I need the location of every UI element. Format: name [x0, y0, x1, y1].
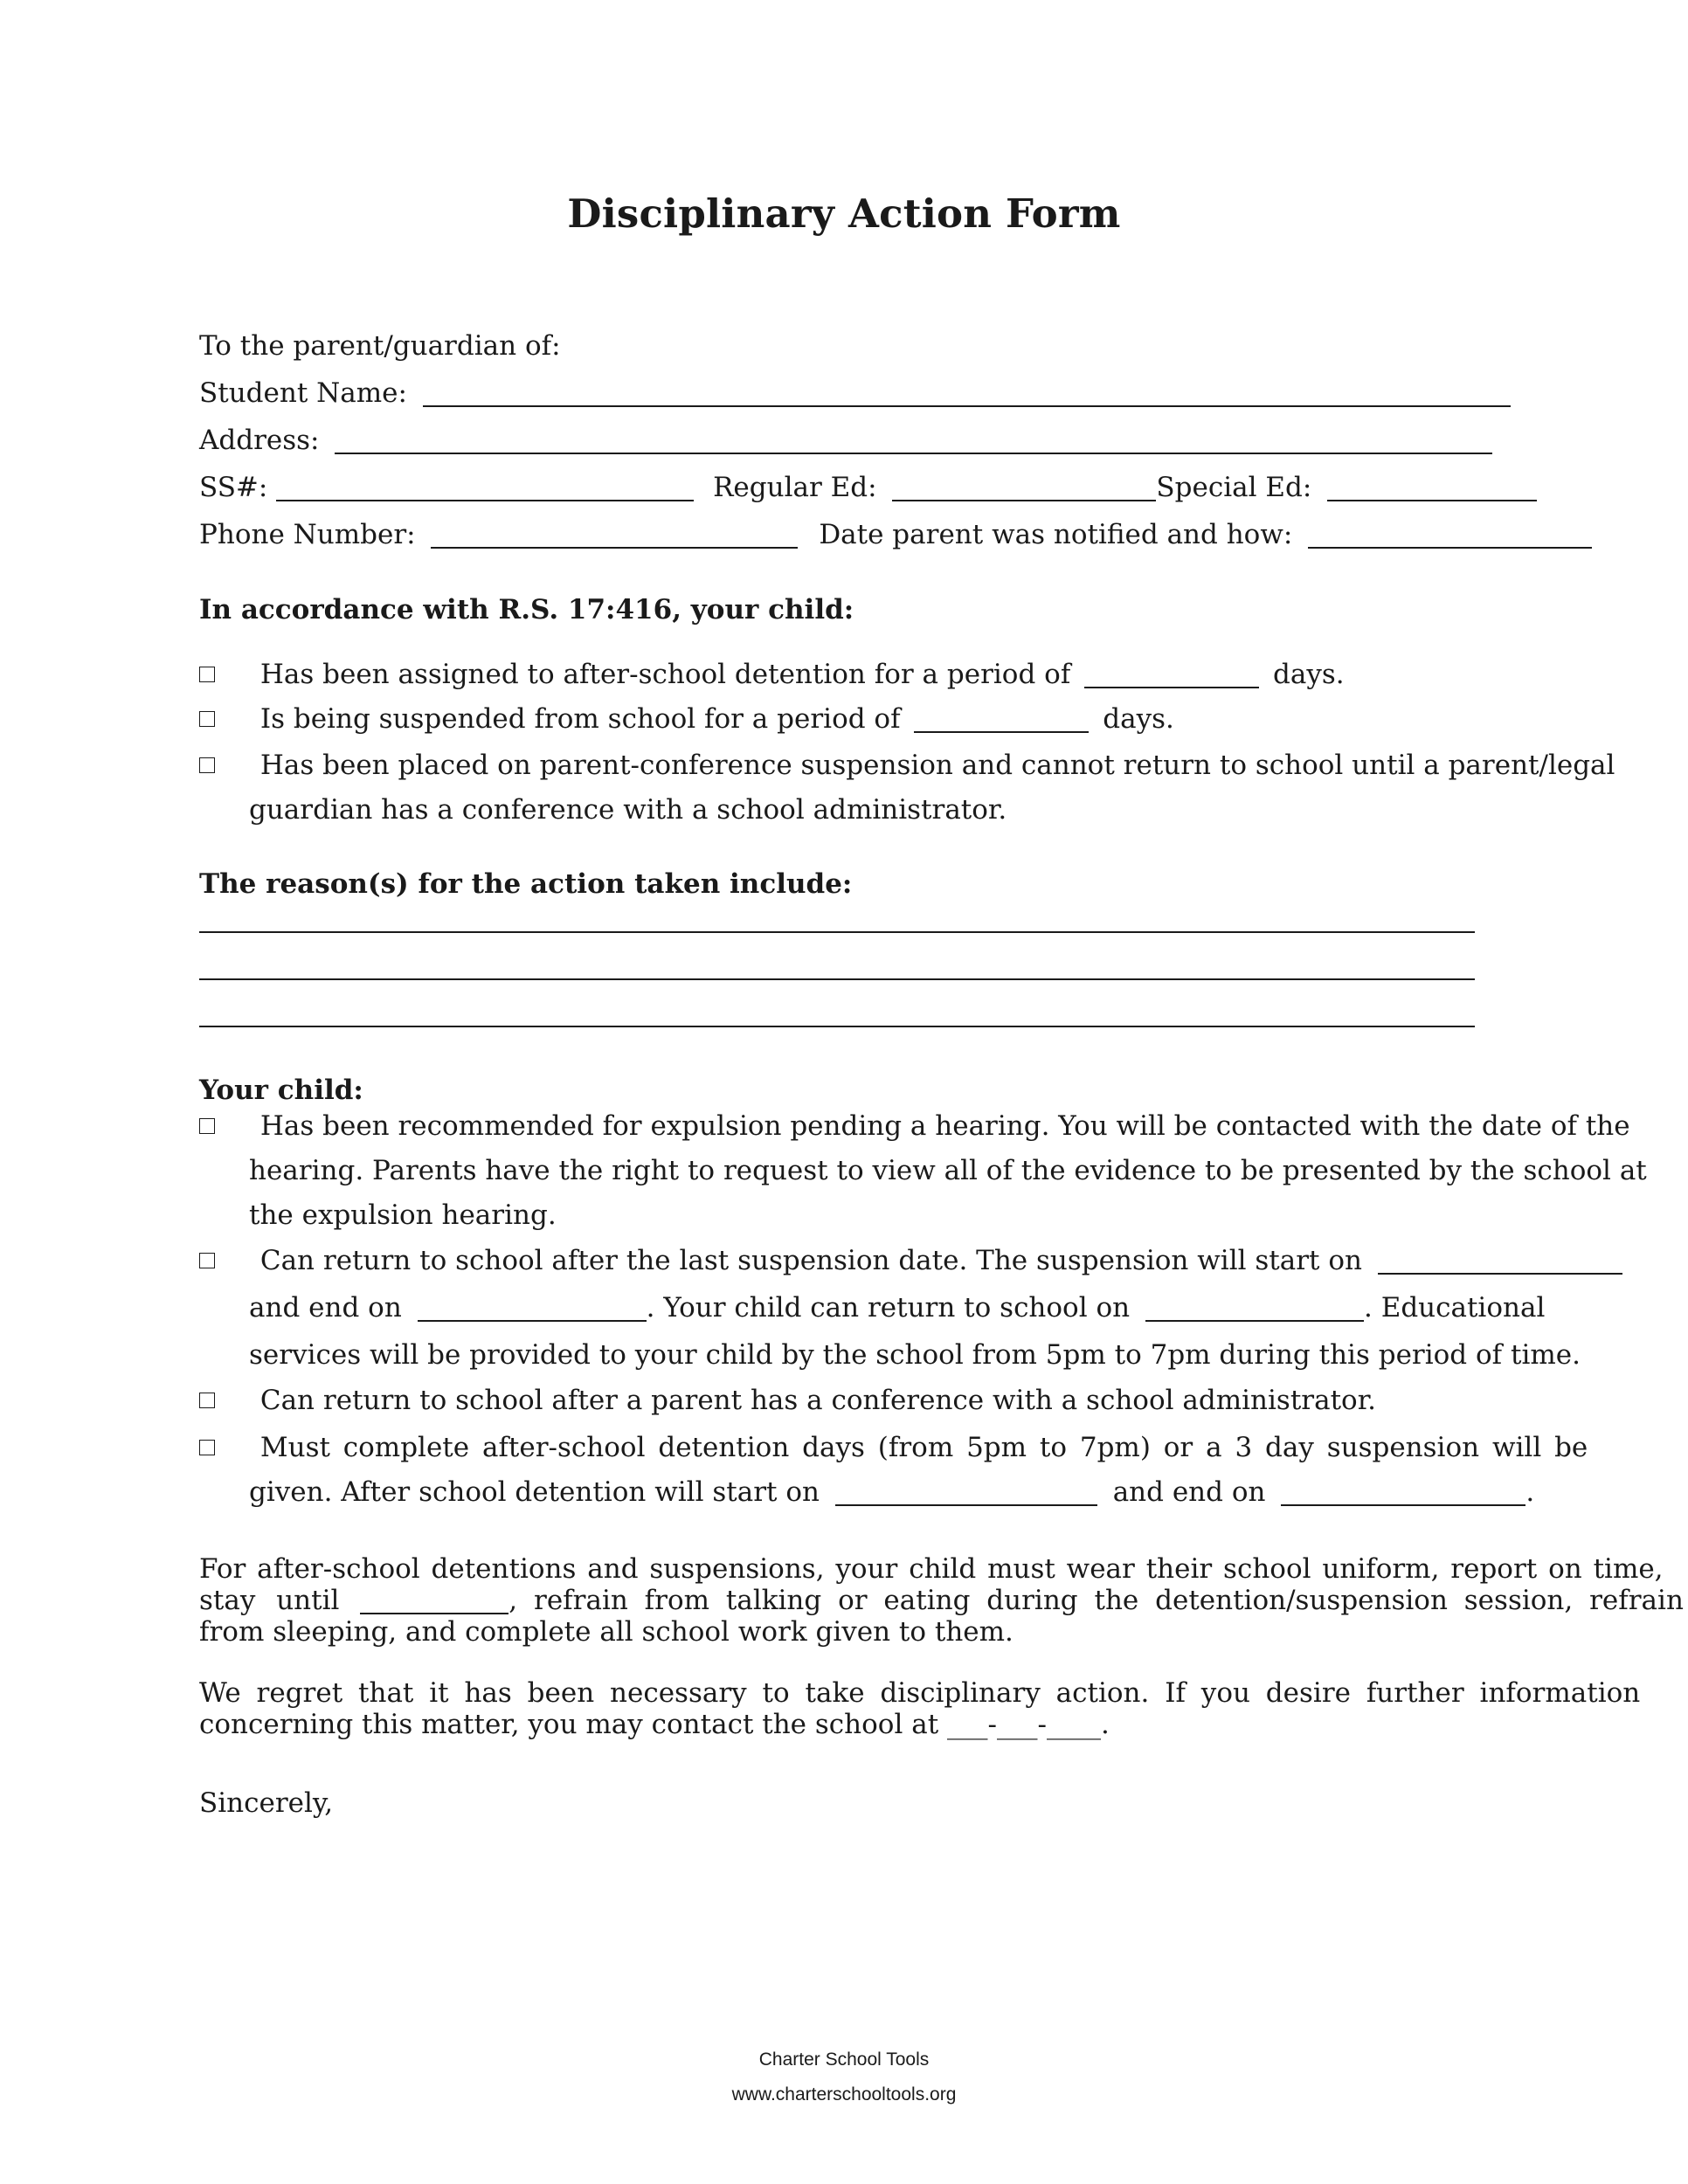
date-notified-label: Date parent was notified and how: — [819, 519, 1293, 550]
return-after-suspension-checkbox[interactable] — [199, 1253, 215, 1268]
suspension-checkbox[interactable] — [199, 711, 215, 727]
section1-heading: In accordance with R.S. 17:416, your child: — [199, 594, 854, 625]
special-ed-label: Special Ed: — [1156, 472, 1312, 503]
suspension-days-label: days. — [1103, 703, 1174, 735]
ss-row — [199, 470, 1537, 505]
suspension-item — [199, 702, 1174, 736]
return-after-suspension-line2 — [249, 1290, 1545, 1325]
educational-label: . Educational — [1363, 1292, 1546, 1324]
suspension-start-field[interactable] — [1378, 1247, 1622, 1275]
to-parent-label: To the parent/guardian of: — [199, 330, 561, 362]
uniform-paragraph-line3: from sleeping, and complete all school work given to them. — [199, 1616, 1013, 1648]
phone-field[interactable] — [431, 521, 798, 549]
reason-line-2[interactable] — [199, 978, 1475, 980]
address-row — [199, 423, 1492, 458]
address-field[interactable] — [335, 426, 1492, 454]
student-name-field[interactable] — [423, 379, 1511, 407]
detention-checkbox[interactable] — [199, 667, 215, 682]
ss-label: SS#: — [199, 472, 268, 503]
expulsion-item — [199, 1109, 1630, 1144]
detention-item — [199, 657, 1345, 692]
date-notified-field[interactable] — [1308, 521, 1592, 549]
return-date-field[interactable] — [1145, 1294, 1364, 1322]
detention-start-label: given. After school detention will start on — [249, 1476, 820, 1508]
reason-line-1[interactable] — [199, 931, 1475, 933]
closing-text: Sincerely, — [199, 1787, 334, 1819]
special-ed-field[interactable] — [1327, 473, 1537, 501]
phone-row — [199, 517, 1592, 552]
refrain-text: , refrain from talking or eating during the detention/suspension session, refrain — [508, 1585, 1684, 1616]
uniform-paragraph-line1: For after-school detentions and suspensions, your child must wear their school uniform, report on time, — [199, 1553, 1664, 1585]
detention-days-field[interactable] — [1084, 660, 1259, 688]
stay-until-label: stay until — [199, 1585, 340, 1616]
detention-days-label: days. — [1273, 659, 1345, 690]
return-on-label: . Your child can return to school on — [646, 1292, 1131, 1324]
footer-url[interactable]: www.charterschooltools.org — [731, 2084, 957, 2105]
detention-days-checkbox[interactable] — [199, 1440, 215, 1455]
detention-start-field[interactable] — [835, 1478, 1097, 1506]
reason-line-3[interactable] — [199, 1026, 1475, 1027]
regret-paragraph-line2: concerning this matter, you may contact the school at ___-___-____. — [199, 1709, 1110, 1740]
address-label: Address: — [199, 425, 320, 456]
return-after-conference-item — [199, 1383, 1376, 1418]
suspension-text: Is being suspended from school for a period of — [259, 703, 901, 735]
detention-end-period: . — [1525, 1476, 1535, 1508]
student-name-label: Student Name: — [199, 377, 407, 409]
detention-days-line2 — [249, 1475, 1534, 1510]
phone-label: Phone Number: — [199, 519, 416, 550]
detention-text: Has been assigned to after-school detention for a period of — [259, 659, 1071, 690]
regret-paragraph-line1: We regret that it has been necessary to take disciplinary action. If you desire further information — [199, 1677, 1641, 1709]
expulsion-text-2: hearing. Parents have the right to request to view all of the evidence to be presented by the school at — [249, 1155, 1647, 1186]
return-after-conference-text: Can return to school after a parent has a conference with a school administrator. — [259, 1385, 1376, 1416]
regular-ed-label: Regular Ed: — [713, 472, 877, 503]
footer-org: Charter School Tools — [758, 2049, 930, 2070]
section2-heading: The reason(s) for the action taken include: — [199, 868, 853, 900]
return-after-conference-checkbox[interactable] — [199, 1393, 215, 1408]
expulsion-text-1: Has been recommended for expulsion pending a hearing. You will be contacted with the date of the — [259, 1110, 1630, 1142]
detention-end-field[interactable] — [1281, 1478, 1525, 1506]
suspension-end-field[interactable] — [418, 1294, 647, 1322]
return-after-suspension-item — [199, 1243, 1622, 1278]
parent-conference-text-1: Has been placed on parent-conference suspension and cannot return to school until a parent/legal — [259, 750, 1615, 781]
regular-ed-field[interactable] — [892, 473, 1156, 501]
detention-end-label: and end on — [1112, 1476, 1266, 1508]
expulsion-checkbox[interactable] — [199, 1118, 215, 1134]
parent-conference-checkbox[interactable] — [199, 757, 215, 773]
return-after-suspension-text-3: services will be provided to your child by the school from 5pm to 7pm during this period of time. — [249, 1339, 1581, 1371]
ss-field[interactable] — [276, 473, 694, 501]
detention-days-item — [199, 1430, 1588, 1465]
uniform-paragraph-line2 — [199, 1583, 1684, 1618]
parent-conference-text-2: guardian has a conference with a school administrator. — [249, 794, 1007, 826]
parent-conference-item — [199, 748, 1615, 783]
stay-until-field[interactable] — [360, 1586, 508, 1614]
expulsion-text-3: the expulsion hearing. — [249, 1199, 557, 1231]
end-on-label: and end on — [249, 1292, 402, 1324]
detention-days-text-1: Must complete after-school detention days (from 5pm to 7pm) or a 3 day suspension will be — [259, 1432, 1588, 1463]
form-title: Disciplinary Action Form — [567, 190, 1121, 237]
return-after-suspension-text-1: Can return to school after the last suspension date. The suspension will start on — [259, 1245, 1362, 1276]
section3-heading: Your child: — [199, 1075, 363, 1106]
suspension-days-field[interactable] — [914, 705, 1089, 733]
student-name-row — [199, 376, 1511, 411]
